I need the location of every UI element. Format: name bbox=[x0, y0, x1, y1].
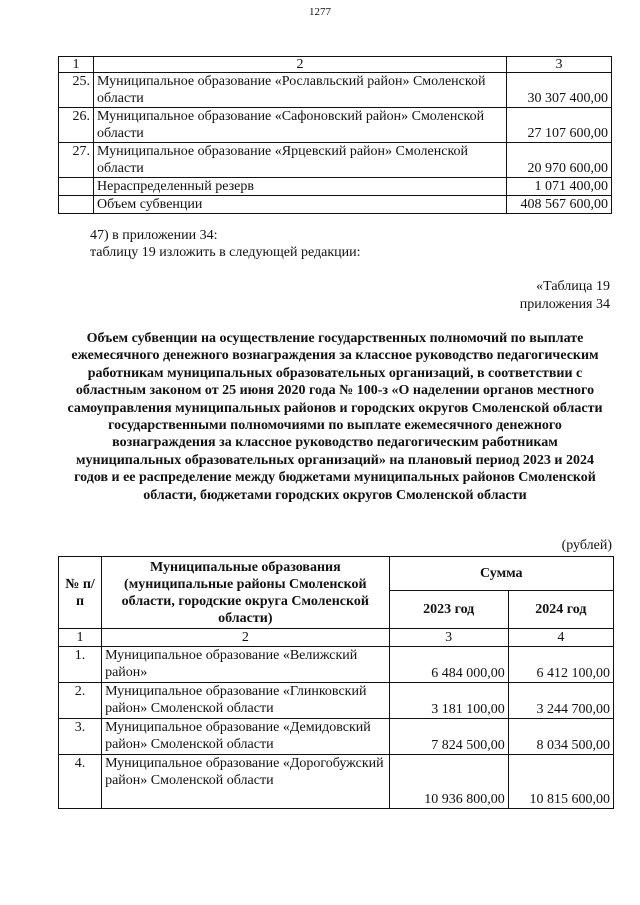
row-name: Нераспределенный резерв bbox=[94, 178, 507, 196]
row-name: Муниципальное образование «Велижский район» bbox=[102, 647, 390, 683]
row-number: 2. bbox=[59, 683, 102, 719]
units-label: (рублей) bbox=[561, 538, 612, 553]
row-value-2023: 3 181 100,00 bbox=[389, 683, 508, 719]
col-header-num: № п/п bbox=[59, 557, 102, 629]
index-cell: 4 bbox=[508, 629, 613, 647]
table-row bbox=[59, 143, 612, 178]
col-header-sum: Сумма bbox=[389, 557, 613, 591]
col-header-2023: 2023 год bbox=[389, 591, 508, 629]
table-row bbox=[59, 683, 614, 719]
header-cell: 2 bbox=[94, 57, 507, 73]
table-reference bbox=[520, 278, 610, 314]
continuation-table bbox=[58, 56, 612, 214]
row-number: 25. bbox=[59, 73, 94, 108]
row-value: 20 970 600,00 bbox=[507, 143, 612, 178]
row-number bbox=[59, 196, 94, 214]
header-cell: 3 bbox=[507, 57, 612, 73]
row-value-2024: 8 034 500,00 bbox=[508, 719, 613, 755]
table-row bbox=[59, 108, 612, 143]
row-value-2024: 10 815 600,00 bbox=[508, 755, 613, 809]
row-name: Муниципальное образование «Дорогобужский район» Смоленской области bbox=[102, 755, 390, 809]
row-number: 4. bbox=[59, 755, 102, 809]
table-index-row bbox=[59, 629, 614, 647]
row-name: Муниципальное образование «Глинковский район» Смоленской области bbox=[102, 683, 390, 719]
row-value-2024: 3 244 700,00 bbox=[508, 683, 613, 719]
row-value-2023: 6 484 000,00 bbox=[389, 647, 508, 683]
row-name: Муниципальное образование «Демидовский район» Смоленской области bbox=[102, 719, 390, 755]
table-header-row bbox=[59, 57, 612, 73]
col-header-2024: 2024 год bbox=[508, 591, 613, 629]
distribution-table bbox=[58, 556, 614, 809]
table-row bbox=[59, 178, 612, 196]
row-number: 3. bbox=[59, 719, 102, 755]
row-value: 408 567 600,00 bbox=[507, 196, 612, 214]
row-value-2023: 10 936 800,00 bbox=[389, 755, 508, 809]
table-reference-line: приложения 34 bbox=[519, 297, 610, 312]
header-cell: 1 bbox=[59, 57, 94, 73]
row-name: Объем субвенции bbox=[94, 196, 507, 214]
row-value: 1 071 400,00 bbox=[507, 178, 612, 196]
index-cell: 3 bbox=[389, 629, 508, 647]
row-value: 30 307 400,00 bbox=[507, 73, 612, 108]
index-cell: 2 bbox=[102, 629, 390, 647]
table-reference-line: «Таблица 19 bbox=[536, 279, 610, 294]
page-number: 1277 bbox=[309, 6, 331, 18]
row-name: Муниципальное образование «Сафоновский район» Смоленской области bbox=[94, 108, 507, 143]
document-title: Объем субвенции на осуществление государственных полномочий по выплате ежемесячного денежного вознаграждения за классное руководство педагогическим работникам муниципальных образовательных организаций, в соответствии с областным законом от 25 июня 2020 года № 100-з «О наделении органов местного самоуправления муниципальных районов и городских округов Смоленской области государственными полномочиями по выплате ежемесячного денежного вознаграждения за классное руководство педагогическим работникам муниципальных образовательных организаций» на плановый период 2023 и 2024 годов и ее распределение между бюджетами муниципальных районов Смоленской области, бюджетами городских округов Смоленской области bbox=[67, 331, 603, 503]
intro-line: 47) в приложении 34: bbox=[90, 228, 218, 243]
row-number: 26. bbox=[59, 108, 94, 143]
row-number bbox=[59, 178, 94, 196]
row-value: 27 107 600,00 bbox=[507, 108, 612, 143]
row-number: 1. bbox=[59, 647, 102, 683]
intro-line: таблицу 19 изложить в следующей редакции: bbox=[90, 245, 361, 260]
table-row bbox=[59, 719, 614, 755]
table-row bbox=[59, 196, 612, 214]
row-value-2023: 7 824 500,00 bbox=[389, 719, 508, 755]
table-row bbox=[59, 647, 614, 683]
table-row bbox=[59, 755, 614, 809]
index-cell: 1 bbox=[59, 629, 102, 647]
row-value-2024: 6 412 100,00 bbox=[508, 647, 613, 683]
row-name: Муниципальное образование «Ярцевский район» Смоленской области bbox=[94, 143, 507, 178]
table-header-row bbox=[59, 557, 614, 591]
row-name: Муниципальное образование «Рославльский район» Смоленской области bbox=[94, 73, 507, 108]
row-number: 27. bbox=[59, 143, 94, 178]
col-header-name: Муниципальные образования (муниципальные районы Смоленской области, городские округа Смоленской области) bbox=[102, 557, 390, 629]
table-row bbox=[59, 73, 612, 108]
